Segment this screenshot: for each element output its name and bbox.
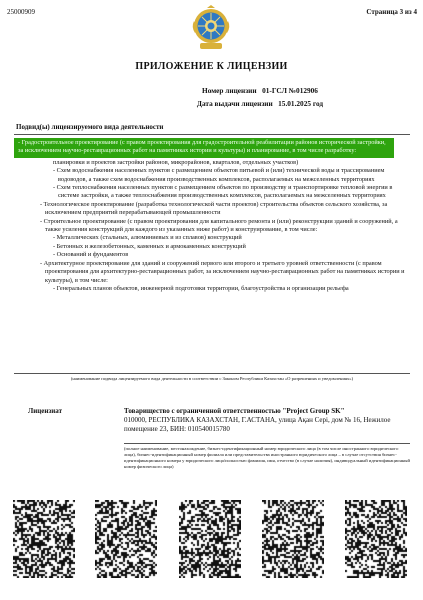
qr-code-5 [345, 500, 407, 578]
qr-code-1 [13, 500, 75, 578]
subtype-item: - Оснований и фундаментов [53, 251, 129, 259]
license-number-label: Номер лицензии [202, 86, 257, 95]
subtype-item: - Строительное проектирование (с правом проектирования для капитального ремонта и (или) реконструкции зданий и сооружений, а также усиления конструкций для каждого из указанных ниже работ) и конструирование, в том числе: [40, 217, 398, 234]
page-title: ПРИЛОЖЕНИЕ К ЛИЦЕНЗИИ [135, 61, 288, 72]
subtype-item: - Технологическое проектирование (разработка технологической части проектов) строительства объектов сельского хозяйства, за исключением предприятий перерабатывающей промышленности [40, 200, 388, 217]
license-date-label: Дата выдачи лицензии [196, 99, 273, 108]
licensee-divider [124, 443, 410, 444]
licensee-address: 010000, РЕСПУБЛИКА КАЗАХСТАН, Г.АСТАНА, улица Ақан Сері, дом № 16, Нежилое помещение 23, БИН: 010540015780 [124, 415, 391, 433]
licensee-caption: (полное наименование, местонахождение, бизнес-идентификационный номер юридического лица (в том числе иностранного юридического лица), бизнес-идентификационный номер филиала или представительства иностранного юридического лица – в случае отсутствия бизнес-идентификационного номера у юридического лица/полностью фамилия, имя, отчество (в случае наличия), индивидуальный идентификационный номер физического лица) [124, 446, 410, 470]
document-number: 25000909 [7, 8, 35, 16]
subtype-item: планировки и проектов застройки районов, микрорайонов, кварталов, отдельных участков) [53, 158, 299, 166]
license-date-row [110, 97, 410, 110]
licensee-label: Лицензиат [28, 407, 63, 415]
highlighted-subtype: - Градостроительное проектирование (с правом проектирования для градостроительной реабилитации районов исторической застройки, за исключением научно-реставрационных работ на памятниках истории и культуры) и планирование, в том числе разработку: [14, 138, 394, 158]
subtype-section-label: Подвид(ы) лицензируемого вида деятельности [16, 123, 164, 131]
subtype-item: - Бетонных и железобетонных, каменных и армокаменных конструкций [53, 242, 246, 250]
caption-divider [14, 373, 410, 374]
subtype-item: - Металлических (стальных, алюминиевых и из сплавов) конструкций [53, 234, 242, 242]
subtype-item: - Схем теплоснабжения населенных пунктов с размещением объектов по производству и транспортировке тепловой энергии в системе застройки, а также теплоснабжения производственных комплексов, располагаемых на межселенных территориях [53, 184, 393, 200]
qr-code-2 [95, 500, 157, 578]
licensee-name: Товарищество с ограниченной ответственностью "Project Group SK" [124, 407, 345, 415]
subtype-item: - Схем водоснабжения населенных пунктов с размещением объектов питьевой и (или) технической воды и трассированием водоводов, а также схем водоснабжения производственных комплексов, располагаемых на межселенных территориях [53, 167, 385, 183]
license-info [110, 84, 410, 110]
license-number-row [110, 84, 410, 97]
subtype-list [18, 138, 410, 293]
subtype-item: - Архитектурное проектирование для зданий и сооружений первого или второго и третьего уровней ответственности (с правом проектирования для архитектурно-реставрационных работ, за исключением научно-реставрационных работ на памятниках истории и культуры), в том числе: [40, 259, 405, 284]
section-divider [14, 134, 410, 135]
license-number-value: 01-ГСЛ №012906 [262, 86, 318, 95]
state-emblem-icon [191, 5, 231, 51]
subtype-caption: (наименование подвида лицензируемого вида деятельности в соответствии с Законом Республики Казахстан «О разрешениях и уведомлениях») [70, 376, 354, 381]
subtype-item: - Генеральных планов объектов, инженерной подготовки территории, благоустройства и организации рельефа [53, 284, 349, 292]
qr-code-4 [262, 500, 324, 578]
licensee-details [124, 407, 409, 433]
subtype-items [18, 159, 410, 294]
page-indicator: Страница 3 из 4 [366, 8, 417, 16]
license-date-value: 15.01.2025 год [278, 99, 324, 108]
qr-code-3 [179, 500, 241, 578]
